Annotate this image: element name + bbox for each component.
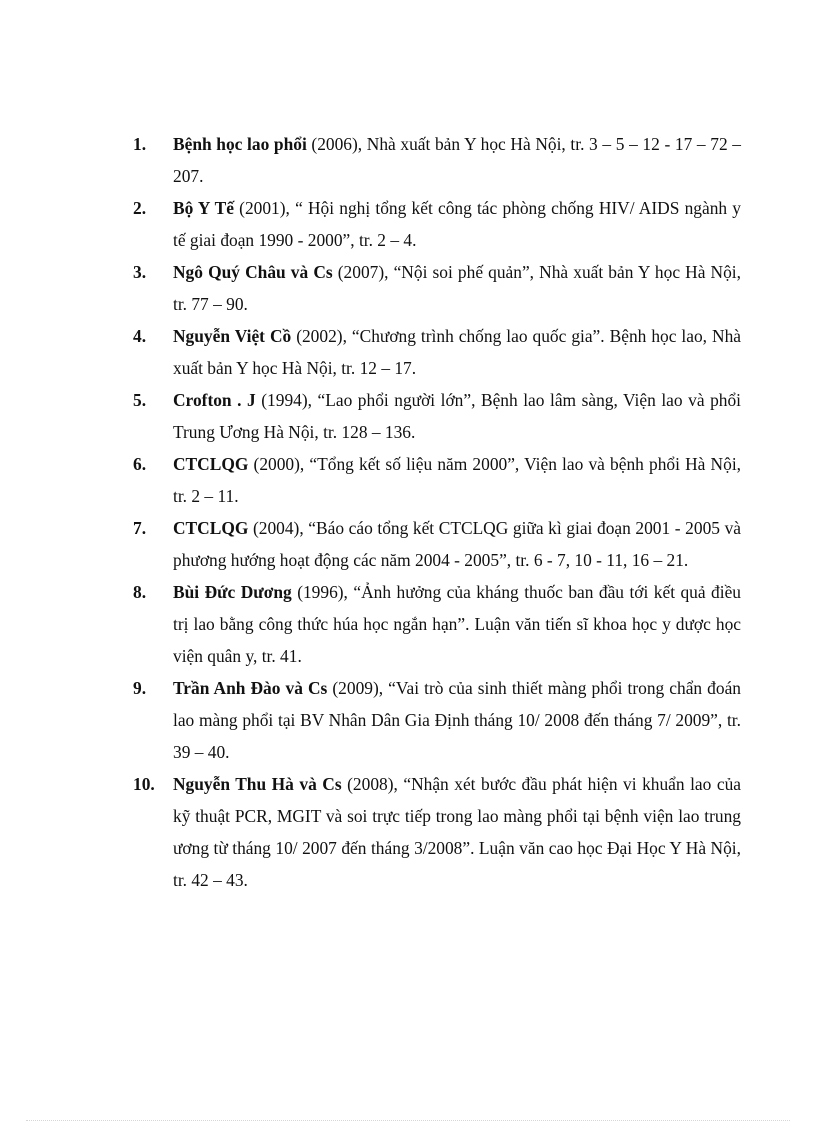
reference-item <box>133 128 741 192</box>
reference-author: Ngô Quý Châu và Cs <box>173 262 333 282</box>
reference-item <box>133 256 741 320</box>
reference-number: 8. <box>133 582 147 602</box>
reference-author: CTCLQG <box>173 454 249 474</box>
reference-item <box>133 672 741 768</box>
reference-item <box>133 320 741 384</box>
reference-item <box>133 768 741 896</box>
reference-item <box>133 576 741 672</box>
reference-details: (2002), “Chương trình chống lao quốc gia”. Bệnh học lao, Nhà xuất bản Y học Hà Nội, tr. 12 – 17. <box>173 326 741 378</box>
reference-number: 2. <box>133 198 147 218</box>
reference-author: Trần Anh Đào và Cs <box>173 678 328 698</box>
reference-author: Bộ Y Tế <box>173 198 234 218</box>
page-bottom-divider <box>26 1120 790 1121</box>
reference-number: 1. <box>133 134 147 154</box>
reference-details: (2008), “Nhận xét bước đầu phát hiện vi khuẩn lao của kỹ thuật PCR, MGIT và soi trực tiếp trong lao màng phổi tại bệnh viện lao trung ương từ tháng 10/ 2007 đến tháng 3/2008”. Luận văn cao học Đại Học Y Hà Nội, tr. 42 – 43. <box>173 774 741 890</box>
reference-item <box>133 384 741 448</box>
reference-number: 5. <box>133 390 147 410</box>
reference-author: Nguyễn Thu Hà và Cs <box>173 774 342 794</box>
reference-item <box>133 512 741 576</box>
reference-number: 10. <box>133 774 155 794</box>
reference-list <box>133 128 741 896</box>
reference-details: (2006), Nhà xuất bản Y học Hà Nội, tr. 3 – 5 – 12 - 17 – 72 – 207. <box>173 134 741 186</box>
reference-details: (1996), “Ảnh hưởng của kháng thuốc ban đầu tới kết quả điều trị lao bằng công thức húa học ngắn hạn”. Luận văn tiến sĩ khoa học y dược học viện quân y, tr. 41. <box>173 582 741 666</box>
reference-author: Nguyễn Việt Cồ <box>173 326 292 346</box>
reference-number: 7. <box>133 518 147 538</box>
reference-details: (2001), “ Hội nghị tổng kết công tác phòng chống HIV/ AIDS ngành y tế giai đoạn 1990 - 2000”, tr. 2 – 4. <box>173 198 741 250</box>
reference-details: (2004), “Báo cáo tổng kết CTCLQG giữa kì giai đoạn 2001 - 2005 và phương hướng hoạt động các năm 2004 - 2005”, tr. 6 - 7, 10 - 11, 16 – 21. <box>173 518 741 570</box>
reference-item <box>133 448 741 512</box>
reference-author: Crofton . J <box>173 390 256 410</box>
reference-details: (2000), “Tổng kết số liệu năm 2000”, Viện lao và bệnh phổi Hà Nội, tr. 2 – 11. <box>173 454 741 506</box>
reference-details: (2009), “Vai trò của sinh thiết màng phổi trong chẩn đoán lao màng phổi tại BV Nhân Dân Gia Định tháng 10/ 2008 đến tháng 7/ 2009”, tr. 39 – 40. <box>173 678 741 762</box>
reference-number: 6. <box>133 454 147 474</box>
reference-number: 9. <box>133 678 147 698</box>
reference-item <box>133 192 741 256</box>
reference-details: (2007), “Nội soi phế quản”, Nhà xuất bản Y học Hà Nội, tr. 77 – 90. <box>173 262 741 314</box>
reference-number: 3. <box>133 262 147 282</box>
reference-details: (1994), “Lao phổi người lớn”, Bệnh lao lâm sàng, Viện lao và phổi Trung Ương Hà Nội, tr. 128 – 136. <box>173 390 741 442</box>
reference-number: 4. <box>133 326 147 346</box>
reference-author: Bệnh học lao phổi <box>173 134 307 154</box>
reference-author: CTCLQG <box>173 518 249 538</box>
reference-author: Bùi Đức Dương <box>173 582 292 602</box>
